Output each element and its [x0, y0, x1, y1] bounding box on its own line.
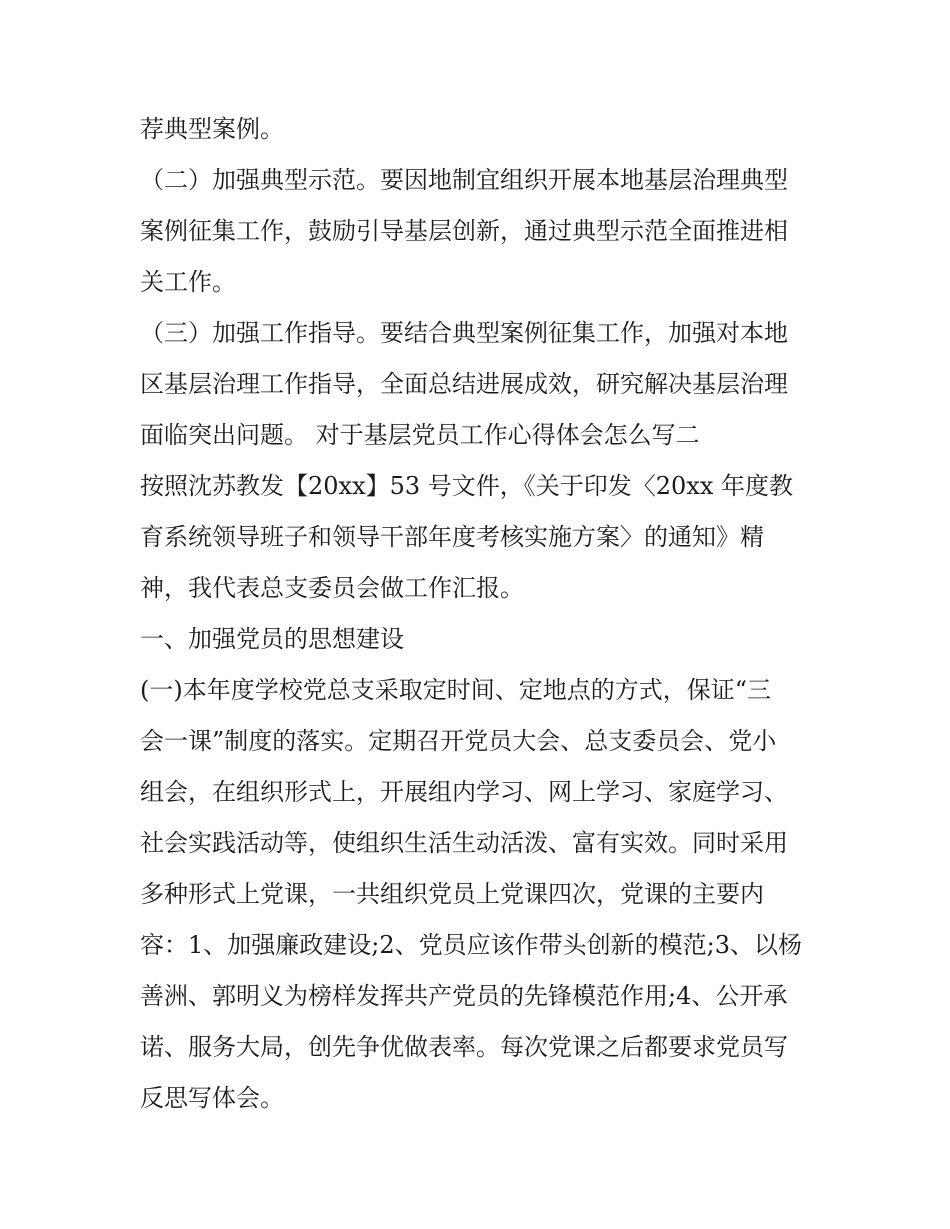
text-line: 善洲、郭明义为榜样发挥共产党员的先锋模范作用;4、公开承 [140, 982, 788, 1010]
text-line: 反思写体会。 [140, 1084, 284, 1112]
text-line: 社会实践活动等，使组织生活生动活泼、富有实效。同时采用 [140, 829, 788, 857]
text-line: 面临突出问题。 对于基层党员工作心得体会怎么写二 [140, 421, 700, 449]
text-line: 多种形式上党课，一共组织党员上党课四次，党课的主要内 [140, 880, 764, 908]
text-line: 育系统领导班子和领导干部年度考核实施方案〉的通知》精 [140, 523, 764, 551]
section-heading: 一、加强党员的思想建设 [140, 625, 404, 653]
text-line: （三）加强工作指导。要结合典型案例征集工作，加强对本地 [140, 319, 788, 347]
text-line: (一)本年度学校党总支采取定时间、定地点的方式，保证“三 [140, 676, 771, 704]
document-body [140, 104, 820, 1124]
text-line: 组会，在组织形式上，开展组内学习、网上学习、家庭学习、 [140, 778, 788, 806]
text-line: 容：1、加强廉政建设;2、党员应该作带头创新的模范;3、以杨 [140, 931, 802, 959]
text-line: （二）加强典型示范。要因地制宜组织开展本地基层治理典型 [140, 166, 788, 194]
text-line: 诺、服务大局，创先争优做表率。每次党课之后都要求党员写 [140, 1033, 788, 1061]
text-line: 案例征集工作，鼓励引导基层创新，通过典型示范全面推进相 [140, 217, 788, 245]
text-line: 区基层治理工作指导，全面总结进展成效，研究解决基层治理 [140, 370, 788, 398]
text-line: 关工作。 [140, 268, 236, 296]
text-line: 荐典型案例。 [140, 115, 284, 143]
text-line: 按照沈苏教发【20xx】53 号文件，《关于印发〈20xx 年度教 [140, 472, 794, 500]
text-line: 会一课”制度的落实。定期召开党员大会、总支委员会、党小 [140, 727, 777, 755]
text-line: 神，我代表总支委员会做工作汇报。 [140, 574, 524, 602]
